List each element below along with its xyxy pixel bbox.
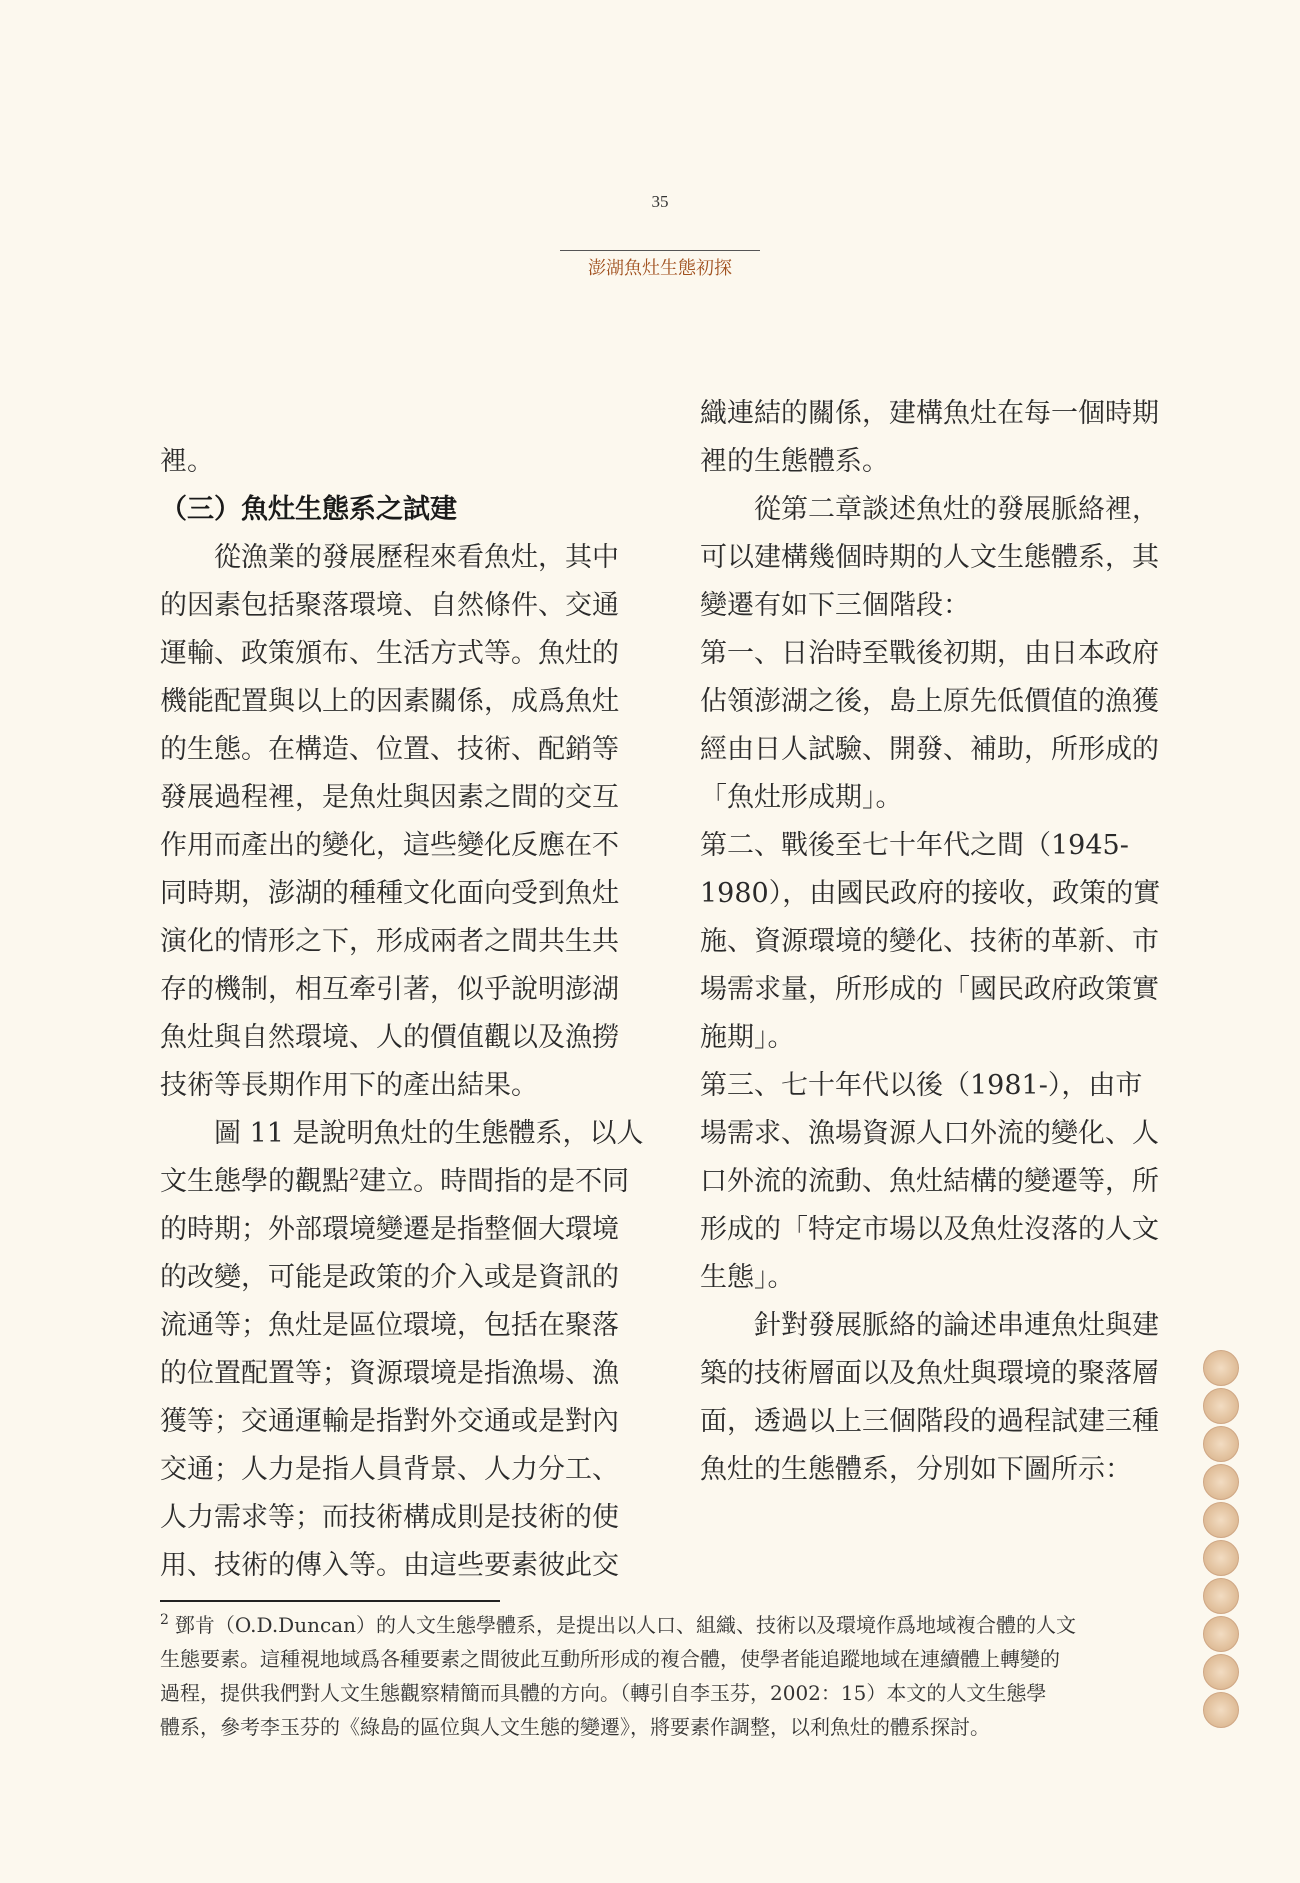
header-rule xyxy=(560,250,760,251)
text-line: 第三、七十年代以後（1981-），由市 xyxy=(700,1070,1143,1101)
paragraph-2 xyxy=(160,1110,644,1590)
text-line: 機能配置與以上的因素關係，成爲魚灶 xyxy=(160,686,619,717)
text-line: 佔領澎湖之後，島上原先低價值的漁獲 xyxy=(700,686,1159,717)
text-line: 施、資源環境的變化、技術的革新、市 xyxy=(700,926,1159,957)
decorative-disc xyxy=(1203,1350,1239,1386)
text-line: 面，透過以上三個階段的過程試建三種 xyxy=(700,1406,1159,1437)
text-line: 的時期；外部環境變遷是指整個大環境 xyxy=(160,1214,619,1245)
decorative-disc xyxy=(1203,1388,1239,1424)
footnote-line: 體系，參考李玉芬的《綠島的區位與人文生態的變遷》，將要素作調整，以利魚灶的體系探討。 xyxy=(160,1715,990,1739)
text-line: 變遷有如下三個階段： xyxy=(700,590,970,621)
text-line: 從第二章談述魚灶的發展脈絡裡， xyxy=(754,494,1159,525)
text-line: 口外流的流動、魚灶結構的變遷等，所 xyxy=(700,1166,1159,1197)
conclusion-paragraph xyxy=(700,1302,1170,1494)
decorative-disc xyxy=(1203,1578,1239,1614)
footnote-marker: 2 xyxy=(160,1612,169,1629)
text-line: 魚灶的生態體系，分別如下圖所示： xyxy=(700,1454,1132,1485)
text-line: 「魚灶形成期」。 xyxy=(700,782,903,813)
decorative-disc xyxy=(1203,1616,1239,1652)
text-line: 場需求量，所形成的「國民政府政策實 xyxy=(700,974,1159,1005)
text-line: 獲等；交通運輸是指對外交通或是對內 xyxy=(160,1406,619,1437)
footnote xyxy=(160,1608,1170,1744)
text-line: 場需求、漁場資源人口外流的變化、人 xyxy=(700,1118,1159,1149)
text-line: 交通；人力是指人員背景、人力分工、 xyxy=(160,1454,619,1485)
text-line: 經由日人試驗、開發、補助，所形成的 xyxy=(700,734,1159,765)
text-line: 發展過程裡，是魚灶與因素之間的交互 xyxy=(160,782,619,813)
decorative-disc xyxy=(1203,1692,1239,1728)
text-line: 從漁業的發展歷程來看魚灶，其中 xyxy=(214,542,619,573)
decorative-disc-strip xyxy=(1203,1350,1241,1730)
text-line: 形成的「特定市場以及魚灶沒落的人文 xyxy=(700,1214,1159,1245)
stage-1 xyxy=(700,630,1170,822)
footnote-line: 過程，提供我們對人文生態觀察精簡而具體的方向。（轉引自李玉芬，2002：15）本文的人文生態學 xyxy=(160,1681,1047,1705)
text-line: 築的技術層面以及魚灶與環境的聚落層 xyxy=(700,1358,1159,1389)
text-line: 可以建構幾個時期的人文生態體系，其 xyxy=(700,542,1159,573)
paragraph-1 xyxy=(160,534,630,1110)
footnote-line: 生態要素。這種視地域爲各種要素之間彼此互動所形成的複合體，使學者能追蹤地域在連續體上轉變的 xyxy=(160,1647,1060,1671)
decorative-disc xyxy=(1203,1502,1239,1538)
text-line: 的生態。在構造、位置、技術、配銷等 xyxy=(160,734,619,765)
text-line: 裡。 xyxy=(160,446,214,477)
text-line: 技術等長期作用下的產出結果。 xyxy=(160,1070,538,1101)
text-line: 魚灶與自然環境、人的價值觀以及漁撈 xyxy=(160,1022,619,1053)
decorative-disc xyxy=(1203,1464,1239,1500)
page-number: 35 xyxy=(651,192,669,211)
text-line: 織連結的關係，建構魚灶在每一個時期 xyxy=(700,398,1159,429)
footnote-text: 鄧肯（O.D.Duncan）的人文生態學體系，是提出以人口、組織、技術以及環境作爲地域複合體的人文 xyxy=(174,1613,1076,1637)
text-line: 流通等；魚灶是區位環境，包括在聚落 xyxy=(160,1310,619,1341)
text-line: 演化的情形之下，形成兩者之間共生共 xyxy=(160,926,619,957)
footnote-rule xyxy=(160,1600,500,1602)
decorative-disc xyxy=(1203,1426,1239,1462)
section-heading: （三）魚灶生態系之試建 xyxy=(160,494,457,525)
text-segment: 建立。時間指的是不同 xyxy=(359,1166,630,1197)
text-line: 的改變，可能是政策的介入或是資訊的 xyxy=(160,1262,619,1293)
decorative-disc xyxy=(1203,1540,1239,1576)
text-line: 裡的生態體系。 xyxy=(700,446,889,477)
text-line: 的因素包括聚落環境、自然條件、交通 xyxy=(160,590,619,621)
decorative-disc xyxy=(1203,1654,1239,1690)
text-segment: 文生態學的觀點 xyxy=(160,1166,349,1197)
text-line: 第二、戰後至七十年代之間（1945- xyxy=(700,830,1129,861)
text-line: 生態」。 xyxy=(700,1262,795,1293)
running-title: 澎湖魚灶生態初探 xyxy=(588,258,732,279)
text-line: 的位置配置等；資源環境是指漁場、漁 xyxy=(160,1358,619,1389)
intro-paragraph xyxy=(700,486,1170,630)
text-line: 第一、日治時至戰後初期，由日本政府 xyxy=(700,638,1159,669)
text-line: 同時期，澎湖的種種文化面向受到魚灶 xyxy=(160,878,619,909)
text-line: 存的機制，相互牽引著，似乎說明澎湖 xyxy=(160,974,619,1005)
text-line: 1980），由國民政府的接收，政策的實 xyxy=(700,878,1161,909)
text-line: 人力需求等；而技術構成則是技術的使 xyxy=(160,1502,619,1533)
text-line: 圖 11 是說明魚灶的生態體系，以人 xyxy=(214,1118,644,1149)
footnote-reference[interactable]: 2 xyxy=(349,1165,360,1184)
left-column xyxy=(160,438,644,1590)
text-line: 施期」。 xyxy=(700,1022,795,1053)
footnote-line xyxy=(160,1608,1170,1642)
stage-3 xyxy=(700,1062,1170,1302)
right-column xyxy=(700,398,1170,1494)
stage-2 xyxy=(700,822,1170,1062)
text-line: 針對發展脈絡的論述串連魚灶與建 xyxy=(754,1310,1159,1341)
text-line: 運輸、政策頒布、生活方式等。魚灶的 xyxy=(160,638,619,669)
text-line: 作用而產出的變化，這些變化反應在不 xyxy=(160,830,619,861)
text-line-with-footnote-ref xyxy=(160,1158,630,1206)
text-line: 用、技術的傳入等。由這些要素彼此交 xyxy=(160,1550,619,1581)
